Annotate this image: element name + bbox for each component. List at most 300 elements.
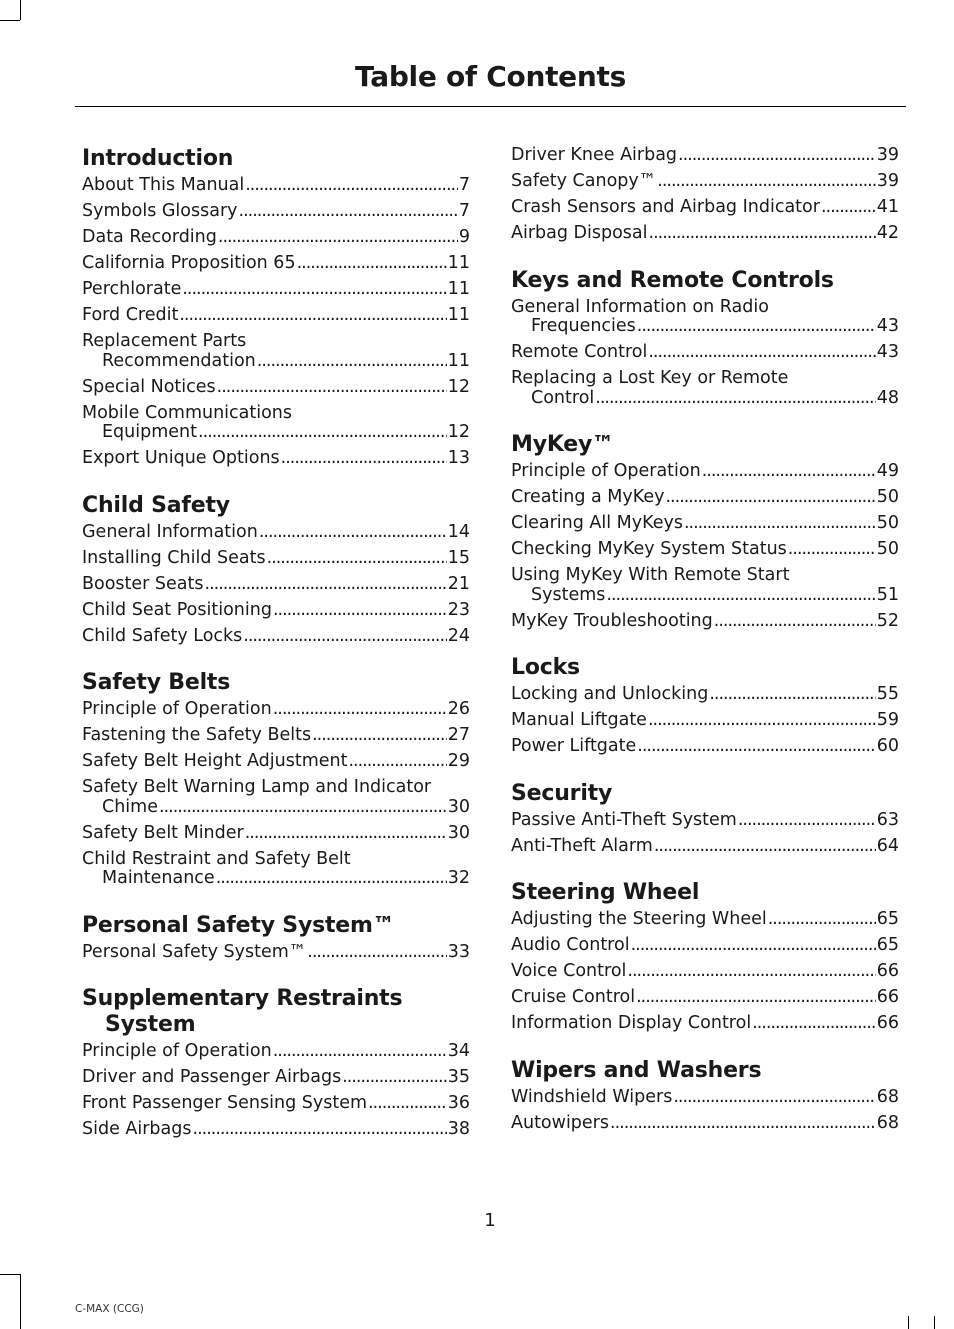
- leader-dots: [649, 224, 876, 244]
- toc-section: [511, 432, 899, 631]
- leader-dots: [821, 198, 876, 218]
- toc-entry[interactable]: [511, 146, 899, 166]
- toc-entry-row: [82, 228, 470, 248]
- section-title: MyKey™: [511, 432, 614, 457]
- toc-section: [511, 781, 899, 857]
- leader-dots: [714, 612, 876, 632]
- toc-entry-page: 49: [876, 461, 899, 481]
- toc-entry-row: [82, 306, 470, 326]
- section-heading: [511, 655, 899, 681]
- toc-entry-title: Principle of Operation: [511, 461, 701, 481]
- toc-entry-row: [511, 317, 899, 337]
- toc-entry-title-line: Safety Belt Warning Lamp and Indicator: [82, 777, 432, 797]
- leader-dots: [654, 837, 876, 857]
- toc-entry-row: [511, 172, 899, 192]
- leader-dots: [312, 726, 447, 746]
- toc-section: [511, 146, 899, 244]
- toc-entry[interactable]: [511, 988, 899, 1008]
- toc-entry-title-line: Child Restraint and Safety Belt: [82, 848, 351, 869]
- toc-entry-title: About This Manual: [82, 175, 245, 195]
- toc-entry[interactable]: [511, 514, 899, 534]
- toc-entry-page: 68: [876, 1112, 899, 1133]
- toc-entry-row: [511, 146, 899, 166]
- leader-dots: [307, 943, 446, 963]
- toc-entry-title: Anti-Theft Alarm: [511, 835, 653, 856]
- leader-dots: [637, 737, 875, 757]
- section-title: Introduction: [82, 146, 234, 171]
- toc-entry-title: Booster Seats: [82, 573, 204, 594]
- toc-entry-row: [511, 343, 899, 363]
- toc-entry[interactable]: [82, 1120, 470, 1140]
- toc-entry[interactable]: [82, 404, 470, 443]
- toc-entry-page: 23: [447, 599, 470, 620]
- toc-entry-page: 50: [876, 513, 899, 533]
- toc-entry-page: 66: [876, 987, 899, 1007]
- crop-mark: [20, 1274, 21, 1329]
- toc-entry[interactable]: [82, 228, 470, 248]
- section-title: Security: [511, 780, 613, 806]
- leader-dots: [245, 824, 447, 844]
- section-heading: [511, 880, 899, 906]
- toc-entry[interactable]: [82, 824, 470, 844]
- leader-dots: [267, 549, 447, 569]
- leader-dots: [636, 988, 876, 1008]
- toc-entry-page: 11: [447, 350, 470, 371]
- toc-entry-row: [511, 586, 899, 606]
- toc-entry[interactable]: [82, 1068, 470, 1088]
- toc-entry[interactable]: [511, 962, 899, 982]
- toc-entry-row: [82, 824, 470, 844]
- toc-entry-page: 30: [447, 822, 470, 843]
- toc-entry-page: 11: [447, 253, 470, 273]
- toc-entry-row: [82, 352, 470, 372]
- toc-entry-page: 41: [876, 197, 899, 217]
- toc-entry-page: 66: [876, 961, 899, 981]
- toc-section: [511, 268, 899, 409]
- toc-entry-row: [511, 936, 899, 956]
- section-heading: [82, 986, 470, 1038]
- leader-dots: [606, 586, 875, 606]
- toc-entry[interactable]: [82, 306, 470, 326]
- leader-dots: [245, 176, 458, 196]
- toc-entry-title: Safety Belt Minder: [82, 822, 244, 843]
- toc-entry-row: [82, 423, 470, 443]
- toc-entry-page: 7: [458, 201, 470, 221]
- toc-entry[interactable]: [82, 332, 470, 371]
- toc-entry-row: [511, 811, 899, 831]
- toc-entry[interactable]: [82, 943, 470, 963]
- toc-entry-title: Ford Credit: [82, 305, 179, 325]
- toc-entry-page: 51: [876, 584, 899, 605]
- leader-dots: [752, 1014, 876, 1034]
- section-title: Safety Belts: [82, 670, 231, 695]
- toc-entry-title: Personal Safety System™: [82, 941, 307, 962]
- section-heading: [82, 670, 470, 696]
- toc-section: [82, 986, 470, 1140]
- toc-entry-row: [82, 752, 470, 772]
- toc-entry-row: [82, 700, 470, 720]
- toc-entry[interactable]: [511, 1014, 899, 1034]
- toc-entry-page: 7: [458, 175, 470, 195]
- toc-entry-page: 34: [447, 1041, 470, 1061]
- toc-entry-row: [82, 549, 470, 569]
- toc-entry-title: California Proposition 65: [82, 253, 296, 273]
- leader-dots: [788, 540, 876, 560]
- toc-entry-title: Recommendation: [102, 350, 256, 371]
- toc-entry-title: Driver Knee Airbag: [511, 145, 678, 165]
- toc-entry-title: Checking MyKey System Status: [511, 539, 787, 559]
- toc-entry-page: 26: [447, 699, 470, 719]
- page-title: Table of Contents: [355, 60, 626, 93]
- toc-entry[interactable]: [82, 627, 470, 647]
- toc-entry-row: [511, 685, 899, 705]
- toc-entry-title: Adjusting the Steering Wheel: [511, 909, 767, 929]
- toc-entry-row: [82, 943, 470, 963]
- toc-entry-title: Systems: [531, 584, 606, 605]
- toc-entry-page: 43: [876, 342, 899, 362]
- toc-entry-title-line: General Information on Radio: [511, 296, 769, 317]
- toc-entry-title: Maintenance: [102, 868, 215, 888]
- toc-entry-title: Installing Child Seats: [82, 547, 266, 568]
- toc-entry[interactable]: [511, 462, 899, 482]
- leader-dots: [273, 1042, 447, 1062]
- toc-entry-page: 66: [876, 1013, 899, 1033]
- toc-entry-page: 32: [447, 868, 470, 888]
- section-title: Steering Wheel: [511, 880, 700, 905]
- section-heading: [511, 268, 899, 294]
- toc-entry-row: [82, 726, 470, 746]
- toc-entry-title: Equipment: [102, 422, 197, 442]
- toc-entry-page: 42: [876, 223, 899, 243]
- crop-mark: [20, 0, 21, 20]
- toc-entry-row: [511, 462, 899, 482]
- leader-dots: [239, 202, 458, 222]
- toc-entry-row: [511, 224, 899, 244]
- title-divider: [75, 106, 906, 107]
- leader-dots: [159, 798, 447, 818]
- toc-entry-page: 36: [447, 1093, 470, 1113]
- leader-dots: [217, 378, 447, 398]
- toc-entry-page: 65: [876, 935, 899, 955]
- toc-entry-title: Clearing All MyKeys: [511, 513, 683, 533]
- toc-entry-title: Front Passenger Sensing System: [82, 1093, 368, 1113]
- toc-entry-page: 27: [447, 725, 470, 745]
- toc-entry[interactable]: [82, 549, 470, 569]
- leader-dots: [702, 462, 876, 482]
- toc-entry-title: Perchlorate: [82, 279, 182, 299]
- leader-dots: [673, 1088, 875, 1108]
- toc-entry-title-line: Replacing a Lost Key or Remote: [511, 368, 789, 388]
- toc-entry-row: [511, 737, 899, 757]
- toc-entry-row: [82, 523, 470, 543]
- toc-entry[interactable]: [511, 737, 899, 757]
- toc-entry[interactable]: [511, 540, 899, 560]
- toc-entry-page: 35: [447, 1067, 470, 1087]
- toc-entry-row: [82, 202, 470, 222]
- toc-entry-page: 59: [876, 710, 899, 730]
- toc-entry-title: Crash Sensors and Airbag Indicator: [511, 197, 820, 217]
- toc-entry-page: 30: [447, 796, 470, 817]
- leader-dots: [368, 1094, 447, 1114]
- toc-entry-row: [511, 488, 899, 508]
- leader-dots: [678, 146, 876, 166]
- toc-entry[interactable]: [82, 700, 470, 720]
- toc-entry[interactable]: [82, 778, 470, 817]
- page-number: 1: [484, 1210, 496, 1231]
- leader-dots: [257, 352, 447, 372]
- toc-section: [511, 1058, 899, 1134]
- toc-entry-row: [82, 176, 470, 196]
- toc-entry-page: 65: [876, 909, 899, 929]
- toc-entry-page: 43: [876, 316, 899, 336]
- toc-entry-row: [82, 449, 470, 469]
- toc-section: [82, 493, 470, 647]
- toc-entry-title-line: Mobile Communications: [82, 402, 293, 423]
- toc-entry-page: 24: [447, 625, 470, 646]
- toc-entry-row: [511, 711, 899, 731]
- toc-entry-title: General Information: [82, 521, 258, 542]
- toc-entry[interactable]: [82, 1042, 470, 1062]
- leader-dots: [205, 575, 447, 595]
- toc-entry-title: Child Safety Locks: [82, 625, 243, 646]
- toc-entry-title: MyKey Troubleshooting: [511, 610, 713, 631]
- leader-dots: [631, 936, 876, 956]
- toc-entry[interactable]: [511, 910, 899, 930]
- toc-entry-title: Chime: [102, 796, 158, 817]
- toc-entry-row: [82, 280, 470, 300]
- leader-dots: [281, 449, 447, 469]
- toc-entry[interactable]: [82, 523, 470, 543]
- toc-entry-row: [82, 254, 470, 274]
- toc-entry-title: Passive Anti-Theft System: [511, 809, 737, 830]
- leader-dots: [273, 601, 447, 621]
- toc-entry-row: [511, 1114, 899, 1134]
- toc-entry-page: 29: [447, 751, 470, 771]
- toc-entry-row: [82, 798, 470, 818]
- toc-entry[interactable]: [511, 685, 899, 705]
- toc-entry-title: Manual Liftgate: [511, 710, 647, 730]
- toc-entry-title: Export Unique Options: [82, 448, 280, 468]
- toc-entry-page: 33: [447, 941, 470, 962]
- leader-dots: [348, 752, 446, 772]
- toc-entry[interactable]: [511, 172, 899, 192]
- toc-entry[interactable]: [511, 488, 899, 508]
- toc-section: [511, 655, 899, 757]
- toc-entry[interactable]: [511, 369, 899, 408]
- toc-entry[interactable]: [82, 378, 470, 398]
- leader-dots: [738, 811, 876, 831]
- toc-entry-row: [82, 627, 470, 647]
- toc-section: [511, 880, 899, 1034]
- toc-entry-page: 68: [876, 1086, 899, 1107]
- toc-entry-row: [511, 837, 899, 857]
- toc-entry-row: [511, 1014, 899, 1034]
- section-title: Personal Safety System™: [82, 912, 395, 938]
- toc-entry[interactable]: [511, 936, 899, 956]
- toc-entry[interactable]: [511, 711, 899, 731]
- leader-dots: [216, 869, 447, 889]
- toc-entry-row: [511, 612, 899, 632]
- leader-dots: [198, 423, 447, 443]
- toc-entry-page: 12: [447, 376, 470, 397]
- crop-mark: [0, 1274, 20, 1275]
- toc-entry-title: Principle of Operation: [82, 699, 272, 719]
- section-title-continued: System: [105, 1012, 196, 1037]
- toc-entry[interactable]: [511, 566, 899, 605]
- toc-entry[interactable]: [82, 752, 470, 772]
- toc-entry-title: Autowipers: [511, 1112, 609, 1133]
- toc-entry-row: [82, 1094, 470, 1114]
- leader-dots: [665, 488, 875, 508]
- toc-entry-title: Safety Belt Height Adjustment: [82, 751, 348, 771]
- toc-entry-page: 48: [876, 387, 899, 408]
- toc-entry-title: Locking and Unlocking: [511, 684, 709, 704]
- toc-entry[interactable]: [511, 298, 899, 337]
- toc-entry-row: [511, 988, 899, 1008]
- toc-entry-row: [511, 514, 899, 534]
- section-title: Locks: [511, 655, 580, 680]
- toc-entry[interactable]: [82, 575, 470, 595]
- toc-entry-page: 63: [876, 809, 899, 830]
- toc-entry-page: 52: [876, 610, 899, 631]
- toc-entry-page: 39: [876, 145, 899, 165]
- toc-entry[interactable]: [82, 850, 470, 889]
- toc-entry-title-line: Replacement Parts: [82, 331, 247, 351]
- leader-dots: [243, 627, 446, 647]
- toc-section: [82, 146, 470, 469]
- leader-dots: [259, 523, 447, 543]
- toc-entry[interactable]: [511, 1088, 899, 1108]
- toc-entry-page: 38: [447, 1119, 470, 1139]
- toc-entry[interactable]: [82, 726, 470, 746]
- toc-entry-page: 11: [447, 279, 470, 299]
- toc-entry-title: Side Airbags: [82, 1119, 192, 1139]
- crop-mark: [934, 1316, 935, 1329]
- section-heading: [82, 493, 470, 519]
- toc-entry-title-line: Using MyKey With Remote Start: [511, 565, 790, 585]
- toc-entry-title: Power Liftgate: [511, 736, 637, 756]
- toc-entry-title: Fastening the Safety Belts: [82, 725, 312, 745]
- toc-entry[interactable]: [511, 224, 899, 244]
- leader-dots: [273, 700, 447, 720]
- toc-entry-page: 50: [876, 487, 899, 507]
- leader-dots: [648, 343, 875, 363]
- leader-dots: [297, 254, 447, 274]
- toc-entry-title: Child Seat Positioning: [82, 599, 272, 620]
- toc-entry[interactable]: [82, 176, 470, 196]
- crop-mark: [908, 1316, 909, 1329]
- leader-dots: [218, 228, 458, 248]
- toc-entry[interactable]: [82, 280, 470, 300]
- toc-section: [82, 670, 470, 889]
- toc-column-left: [82, 146, 470, 1164]
- leader-dots: [193, 1120, 447, 1140]
- toc-entry-page: 15: [447, 547, 470, 568]
- toc-entry-row: [82, 869, 470, 889]
- toc-entry[interactable]: [511, 612, 899, 632]
- leader-dots: [657, 172, 875, 192]
- section-title: Supplementary Restraints: [82, 986, 403, 1011]
- leader-dots: [709, 685, 875, 705]
- section-heading: [82, 146, 470, 172]
- section-heading: [511, 1058, 899, 1084]
- toc-entry-page: 11: [447, 305, 470, 325]
- toc-entry[interactable]: [511, 1114, 899, 1134]
- toc-entry-title: Data Recording: [82, 227, 217, 247]
- toc-entry-row: [511, 198, 899, 218]
- toc-entry[interactable]: [82, 601, 470, 621]
- toc-entry-row: [82, 1042, 470, 1062]
- toc-entry-row: [511, 962, 899, 982]
- toc-entry-row: [82, 1068, 470, 1088]
- toc-entry-title: Symbols Glossary: [82, 201, 238, 221]
- toc-section: [82, 913, 470, 963]
- toc-entry-page: 12: [447, 422, 470, 442]
- leader-dots: [182, 280, 446, 300]
- toc-entry-row: [511, 540, 899, 560]
- toc-entry-page: 13: [447, 448, 470, 468]
- toc-entry-title: Cruise Control: [511, 987, 636, 1007]
- toc-entry-page: 14: [447, 521, 470, 542]
- leader-dots: [637, 317, 876, 337]
- toc-entry-page: 64: [876, 835, 899, 856]
- toc-entry-row: [82, 601, 470, 621]
- leader-dots: [627, 962, 875, 982]
- leader-dots: [648, 711, 876, 731]
- toc-entry-title: Driver and Passenger Airbags: [82, 1067, 342, 1087]
- toc-entry[interactable]: [82, 1094, 470, 1114]
- toc-entry[interactable]: [82, 254, 470, 274]
- toc-entry-title: Windshield Wipers: [511, 1086, 673, 1107]
- toc-entry[interactable]: [82, 449, 470, 469]
- toc-entry[interactable]: [511, 811, 899, 831]
- section-title: Wipers and Washers: [511, 1057, 762, 1083]
- toc-entry-row: [82, 1120, 470, 1140]
- leader-dots: [179, 306, 446, 326]
- leader-dots: [595, 389, 875, 409]
- toc-entry-page: 21: [447, 573, 470, 594]
- toc-entry-title: Frequencies: [531, 316, 636, 336]
- toc-entry-row: [82, 378, 470, 398]
- toc-entry[interactable]: [82, 202, 470, 222]
- toc-entry-title: Audio Control: [511, 935, 630, 955]
- leader-dots: [768, 910, 876, 930]
- toc-entry-title: Special Notices: [82, 376, 216, 397]
- toc-entry-row: [511, 910, 899, 930]
- leader-dots: [610, 1114, 876, 1134]
- toc-entry-title: Voice Control: [511, 961, 627, 981]
- toc-entry-title: Safety Canopy™: [511, 171, 657, 191]
- toc-entry-title: Remote Control: [511, 342, 648, 362]
- toc-entry-title: Information Display Control: [511, 1013, 752, 1033]
- toc-entry-page: 9: [458, 227, 470, 247]
- toc-entry[interactable]: [511, 343, 899, 363]
- section-heading: [511, 432, 899, 458]
- toc-column-right: [511, 146, 899, 1157]
- toc-entry-row: [82, 575, 470, 595]
- section-title: Keys and Remote Controls: [511, 267, 834, 293]
- toc-entry[interactable]: [511, 837, 899, 857]
- toc-entry-page: 39: [876, 171, 899, 191]
- toc-entry[interactable]: [511, 198, 899, 218]
- section-title: Child Safety: [82, 492, 230, 518]
- toc-entry-title: Airbag Disposal: [511, 223, 648, 243]
- toc-entry-title: Principle of Operation: [82, 1041, 272, 1061]
- toc-entry-page: 50: [876, 539, 899, 559]
- section-heading: [82, 913, 470, 939]
- toc-entry-page: 60: [876, 736, 899, 756]
- leader-dots: [684, 514, 876, 534]
